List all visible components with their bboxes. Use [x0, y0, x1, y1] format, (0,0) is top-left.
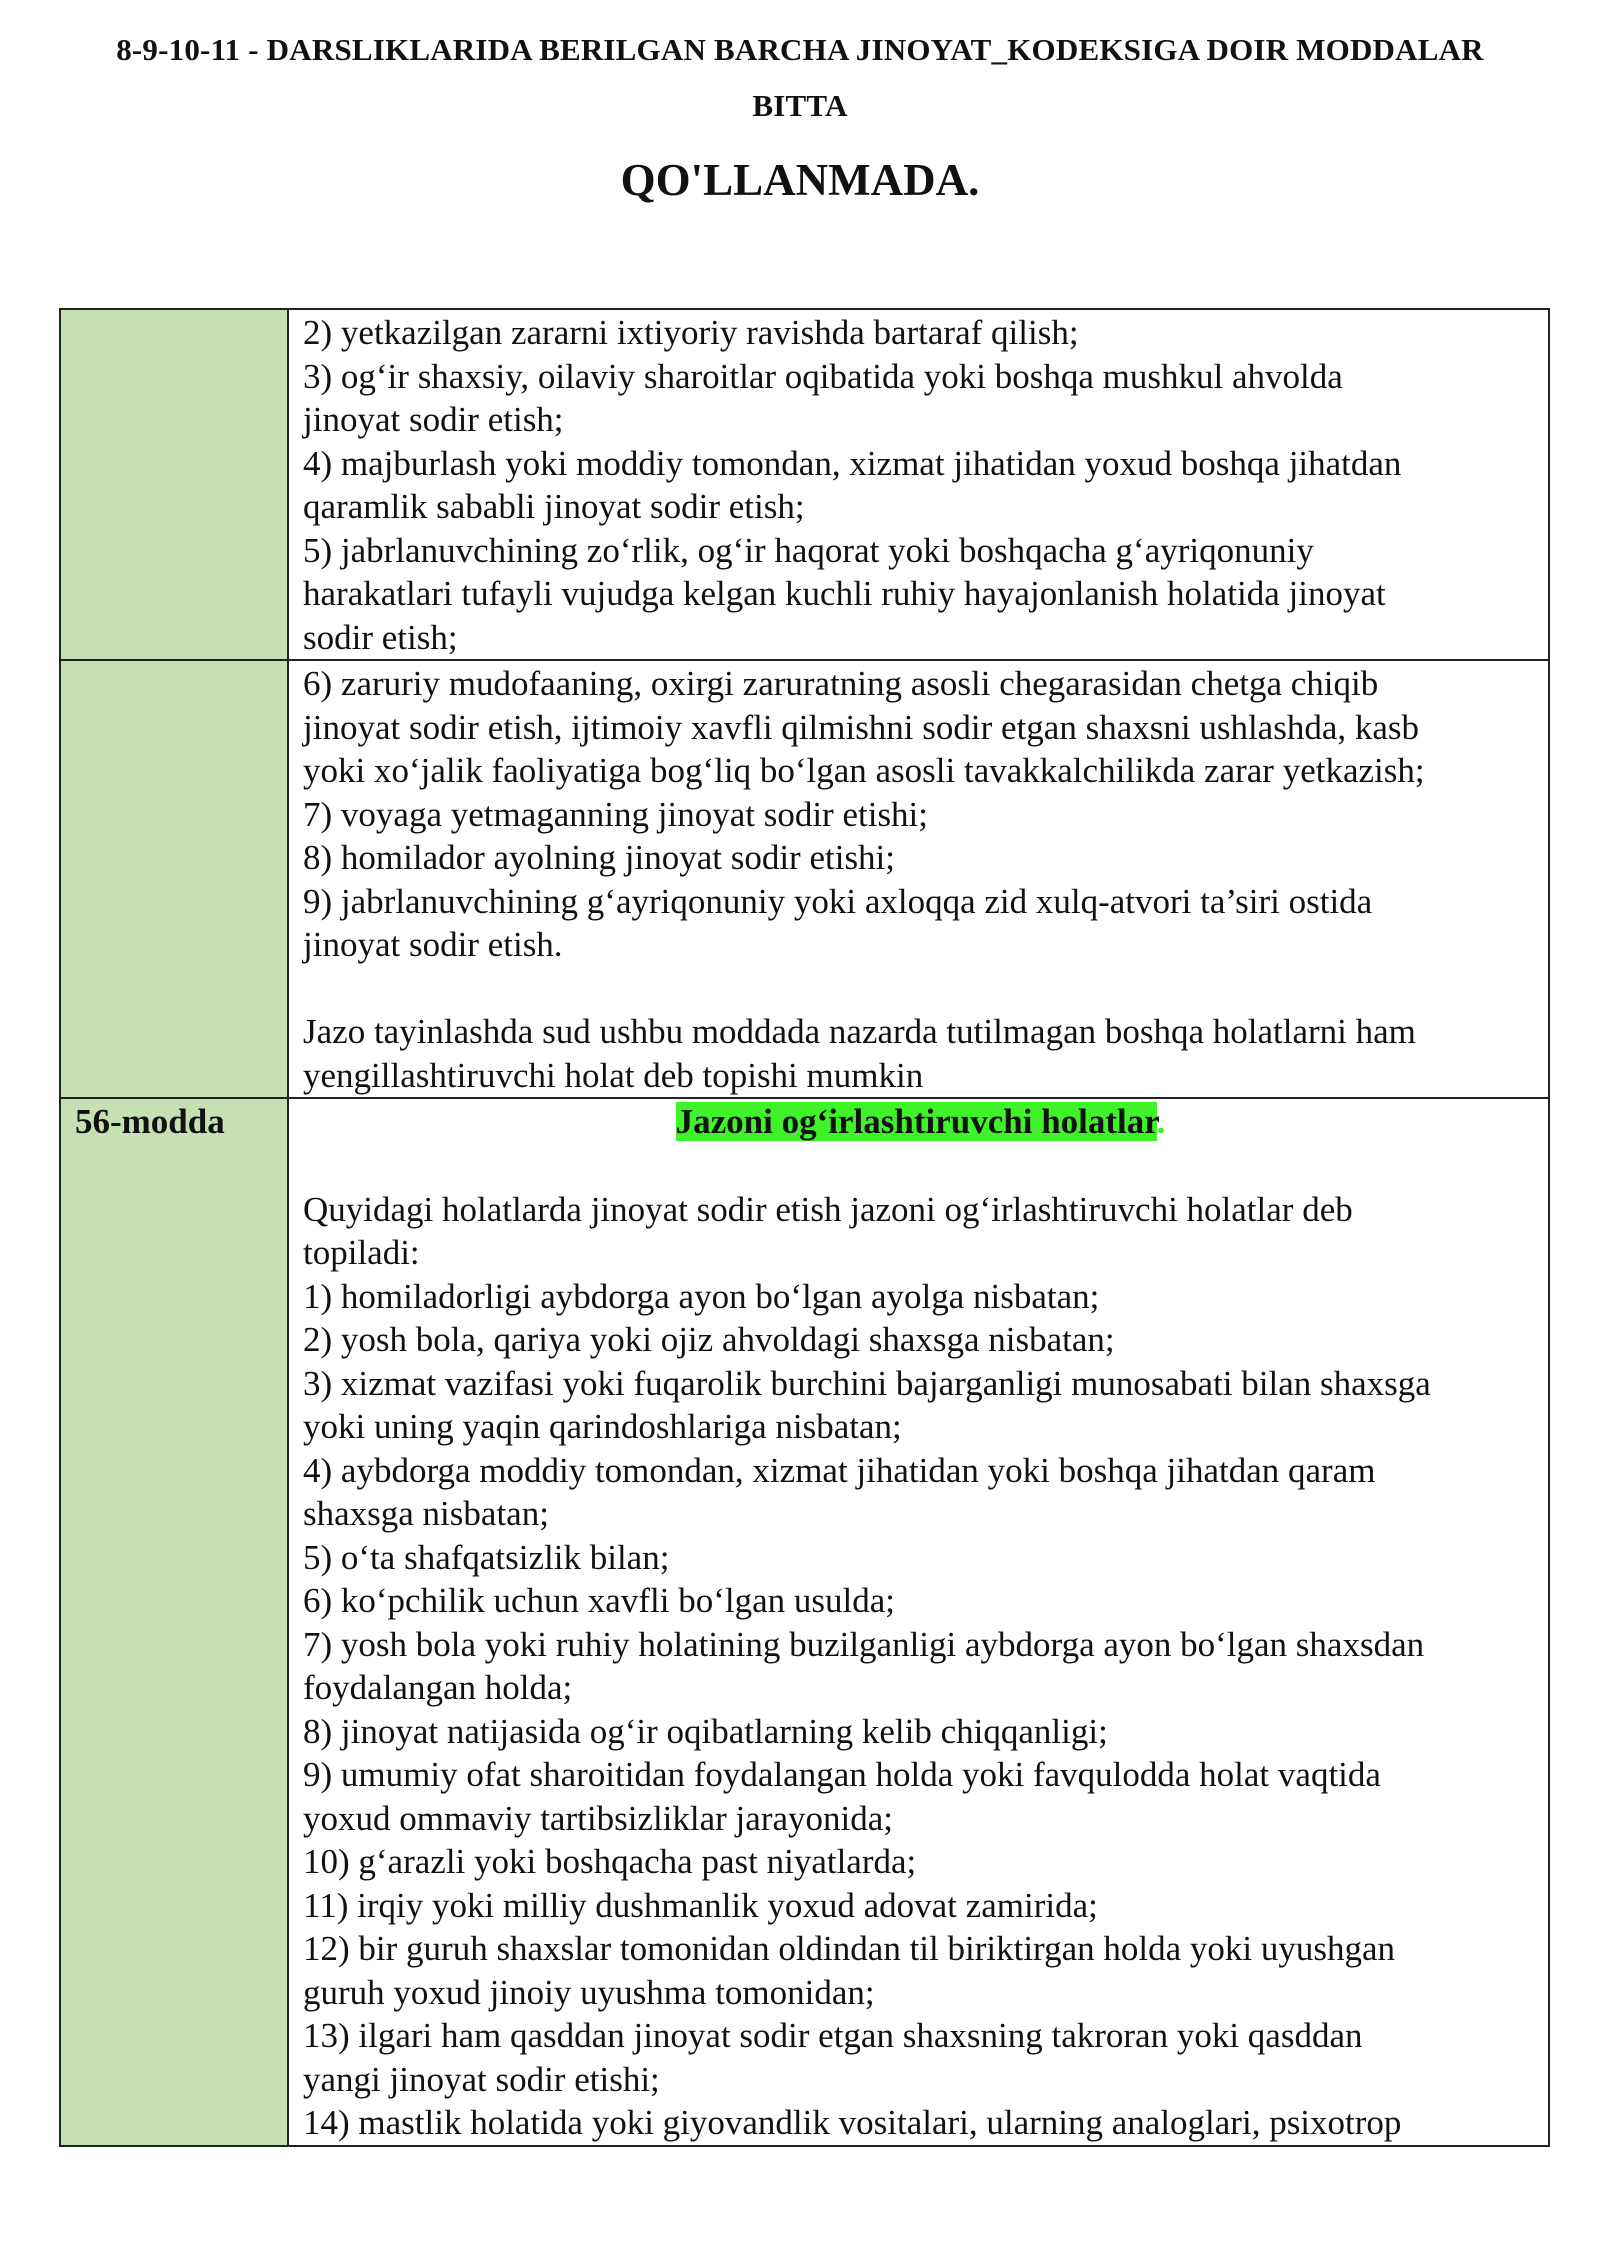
- text-line: 2) yetkazilgan zararni ixtiyoriy ravishda bartaraf qilish;: [303, 313, 1079, 352]
- text-line: yoki uning yaqin qarindoshlariga nisbatan;: [303, 1407, 902, 1446]
- article-text: [289, 1099, 1548, 2145]
- text-line: qaramlik sababli jinoyat sodir etish;: [303, 487, 805, 526]
- blank-line: [303, 1144, 1538, 1188]
- text-line: foydalangan holda;: [303, 1668, 573, 1707]
- article-heading-text: Jazoni og‘irlashtiruvchi holatlar: [675, 1102, 1157, 1141]
- article-number: [61, 310, 287, 311]
- text-line: yoki xo‘jalik faoliyatiga bog‘liq bo‘lgan asosli tavakkalchilikda zarar yetkazish;: [303, 751, 1425, 790]
- document-title: QO'LLANMADA.: [620, 155, 980, 205]
- text-line: harakatlari tufayli vujudga kelgan kuchli ruhiy hayajonlanish holatida jinoyat: [303, 574, 1386, 613]
- article-text-cell: [288, 309, 1549, 660]
- text-line: 9) umumiy ofat sharoitidan foydalangan holda yoki favqulodda holat vaqtida: [303, 1755, 1381, 1794]
- text-line: guruh yoxud jinoiy uyushma tomonidan;: [303, 1972, 875, 2012]
- text-line: 4) aybdorga moddiy tomondan, xizmat jihatidan yoki boshqa jihatdan qaram: [303, 1450, 1376, 1490]
- article-heading-suffix: .: [1156, 1102, 1166, 1141]
- text-line: 6) zaruriy mudofaaning, oxirgi zaruratning asosli chegarasidan chetga chiqib: [303, 664, 1379, 703]
- article-heading: [303, 1100, 1538, 1144]
- text-line: 1) homiladorligi aybdorga ayon bo‘lgan ayolga nisbatan;: [303, 1276, 1100, 1316]
- text-line: 6) ko‘pchilik uchun xavfli bo‘lgan usulda;: [303, 1581, 895, 1620]
- text-line: 12) bir guruh shaxslar tomonidan oldindan til biriktirgan holda yoki uyushgan: [303, 1929, 1395, 1968]
- article-number-cell: [60, 1098, 288, 2146]
- text-line: jinoyat sodir etish;: [303, 400, 564, 439]
- text-line: 5) o‘ta shafqatsizlik bilan;: [303, 1537, 670, 1577]
- blank-line: [303, 967, 1538, 1011]
- text-line: 13) ilgari ham qasddan jinoyat sodir etgan shaxsning takroran yoki qasddan: [303, 2016, 1363, 2055]
- article-row: [60, 660, 1549, 1098]
- text-line: 2) yosh bola, qariya yoki ojiz ahvoldagi shaxsga nisbatan;: [303, 1320, 1115, 1359]
- text-line: sodir etish;: [303, 617, 458, 657]
- text-line: jinoyat sodir etish.: [303, 925, 563, 964]
- text-line: 3) og‘ir shaxsiy, oilaviy sharoitlar oqibatida yoki boshqa mushkul ahvolda: [303, 356, 1343, 396]
- article-text: [289, 310, 1548, 659]
- article-number: 56-modda: [75, 1102, 225, 1141]
- text-line: 7) yosh bola yoki ruhiy holatining buzilganligi aybdorga ayon bo‘lgan shaxsdan: [303, 1624, 1425, 1664]
- article-number: [61, 661, 287, 662]
- text-line: 10) g‘arazli yoki boshqacha past niyatlarda;: [303, 1842, 917, 1881]
- text-line: 3) xizmat vazifasi yoki fuqarolik burchini bajarganligi munosabati bilan shaxsga: [303, 1363, 1431, 1403]
- text-line: yoxud ommaviy tartibsizliklar jarayonida;: [303, 1798, 893, 1838]
- text-line: Quyidagi holatlarda jinoyat sodir etish jazoni og‘irlashtiruvchi holatlar deb: [303, 1189, 1353, 1229]
- text-line: jinoyat sodir etish, ijtimoiy xavfli qilmishni sodir etgan shaxsni ushlashda, kasb: [303, 707, 1420, 747]
- text-line: Jazo tayinlashda sud ushbu moddada nazarda tutilmagan boshqa holatlarni ham: [303, 1012, 1416, 1051]
- text-line: 9) jabrlanuvchining g‘ayriqonuniy yoki axloqqa zid xulq-atvori ta’siri ostida: [303, 881, 1373, 921]
- header-line-2: BITTA: [752, 88, 848, 123]
- text-line: 11) irqiy yoki milliy dushmanlik yoxud adovat zamirida;: [303, 1885, 1098, 1925]
- text-line: topiladi:: [303, 1233, 420, 1272]
- text-line: yangi jinoyat sodir etishi;: [303, 2059, 660, 2099]
- text-line: 4) majburlash yoki moddiy tomondan, xizmat jihatidan yoxud boshqa jihatdan: [303, 443, 1402, 483]
- text-line: 5) jabrlanuvchining zo‘rlik, og‘ir haqorat yoki boshqacha g‘ayriqonuniy: [303, 530, 1314, 570]
- article-text-cell: [288, 660, 1549, 1098]
- article-row: [60, 309, 1549, 660]
- article-number-cell: [60, 309, 288, 660]
- article-number-cell: [60, 660, 288, 1098]
- header-line-1: 8-9-10-11 - DARSLIKLARIDA BERILGAN BARCHA JINOYAT_KODEKSIGA DOIR MODDALAR: [116, 32, 1484, 67]
- text-line: 8) homilador ayolning jinoyat sodir etishi;: [303, 838, 896, 877]
- article-text-cell: [288, 1098, 1549, 2146]
- document-header: [60, 22, 1540, 210]
- article-row: [60, 1098, 1549, 2146]
- article-text: [289, 661, 1548, 1097]
- text-line: yengillashtiruvchi holat deb topishi mumkin: [303, 1055, 924, 1095]
- articles-table-body: [60, 309, 1549, 2146]
- text-line: shaxsga nisbatan;: [303, 1494, 549, 1533]
- text-line: 8) jinoyat natijasida og‘ir oqibatlarning kelib chiqqanligi;: [303, 1711, 1108, 1751]
- text-line: 14) mastlik holatida yoki giyovandlik vositalari, ularning analoglari, psixotrop: [303, 2103, 1402, 2142]
- articles-table: [59, 308, 1550, 2147]
- text-line: 7) voyaga yetmaganning jinoyat sodir etishi;: [303, 794, 929, 834]
